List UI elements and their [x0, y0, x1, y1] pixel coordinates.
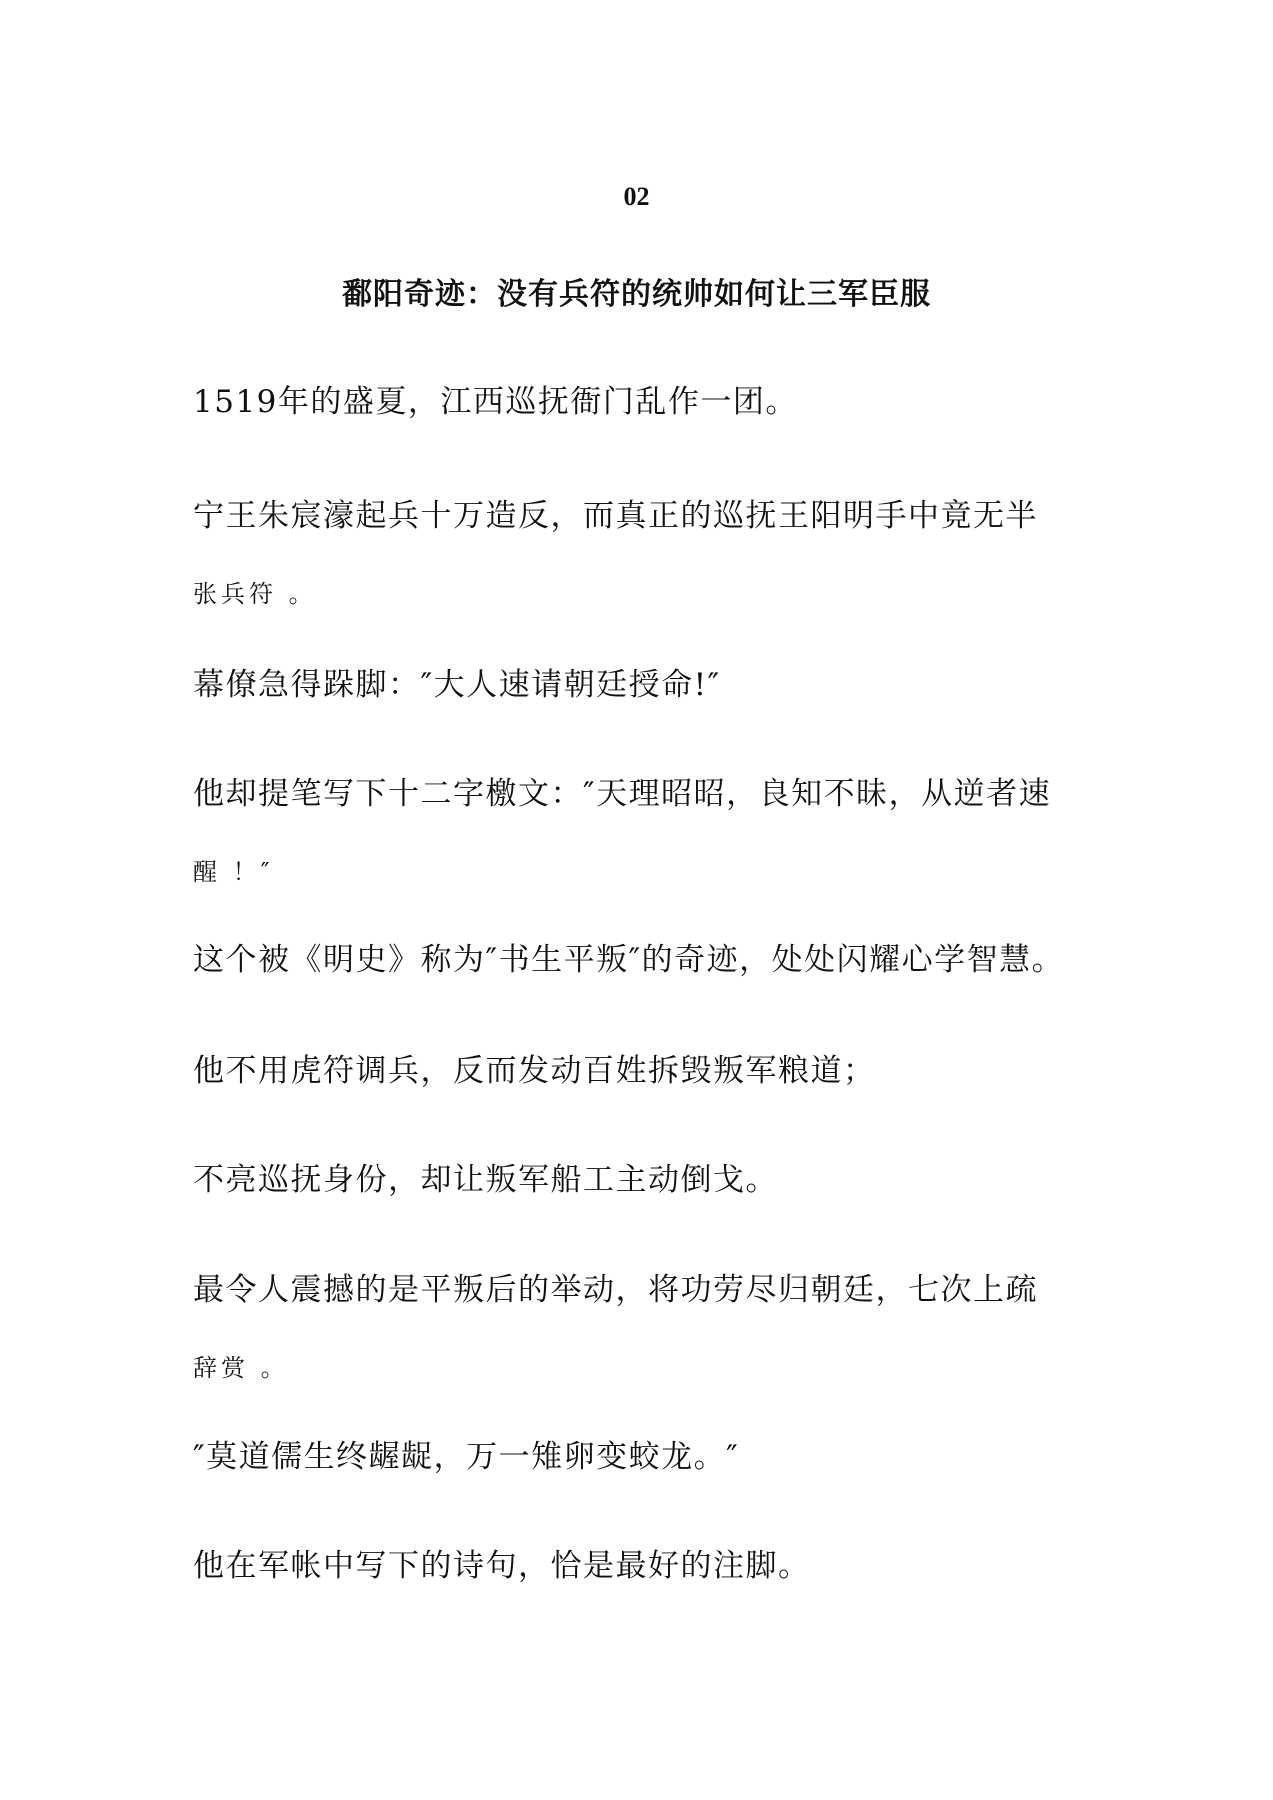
paragraph-1 — [193, 382, 1093, 422]
paragraph-7-text: 不亮巡抚身份，却让叛军船工主动倒戈。 — [193, 1162, 778, 1198]
paragraph-9-text: ″莫道儒生终龌龊，万一雉卵变蛟龙。″ — [193, 1439, 740, 1475]
paragraph-4-continuation: 醒 ！″ — [193, 858, 274, 886]
paragraph-4 — [193, 774, 1093, 888]
paragraph-8 — [193, 1270, 1093, 1384]
paragraph-4-text: 他却提笔写下十二字檄文：″天理昭昭，良知不昧，从逆者速 — [193, 776, 1052, 812]
paragraph-8-text: 最令人震撼的是平叛后的举动，将功劳尽归朝廷，七次上疏 — [193, 1272, 1038, 1308]
paragraph-9 — [193, 1437, 1093, 1477]
paragraph-2 — [193, 496, 1093, 610]
paragraph-10-text: 他在军帐中写下的诗句，恰是最好的注脚。 — [193, 1548, 811, 1584]
paragraph-5 — [193, 940, 1093, 980]
paragraph-3 — [193, 665, 1093, 705]
paragraph-1-text: 1519年的盛夏，江西巡抚衙门乱作一团。 — [193, 384, 798, 420]
section-title: 鄱阳奇迹：没有兵符的统帅如何让三军臣服 — [342, 277, 931, 312]
paragraph-7 — [193, 1160, 1093, 1200]
paragraph-6-text: 他不用虎符调兵，反而发动百姓拆毁叛军粮道； — [193, 1053, 876, 1089]
paragraph-8-continuation: 辞赏 。 — [193, 1354, 289, 1382]
section-number: 02 — [623, 182, 650, 211]
paragraph-5-text: 这个被《明史》称为″书生平叛″的奇迹，处处闪耀心学智慧。 — [193, 942, 1065, 978]
paragraph-2-text: 宁王朱宸濠起兵十万造反，而真正的巡抚王阳明手中竟无半 — [193, 498, 1038, 534]
paragraph-6 — [193, 1051, 1093, 1091]
paragraph-2-continuation: 张兵符 。 — [193, 580, 317, 608]
paragraph-10 — [193, 1546, 1093, 1586]
paragraph-3-text: 幕僚急得跺脚：″大人速请朝廷授命!″ — [193, 667, 721, 703]
